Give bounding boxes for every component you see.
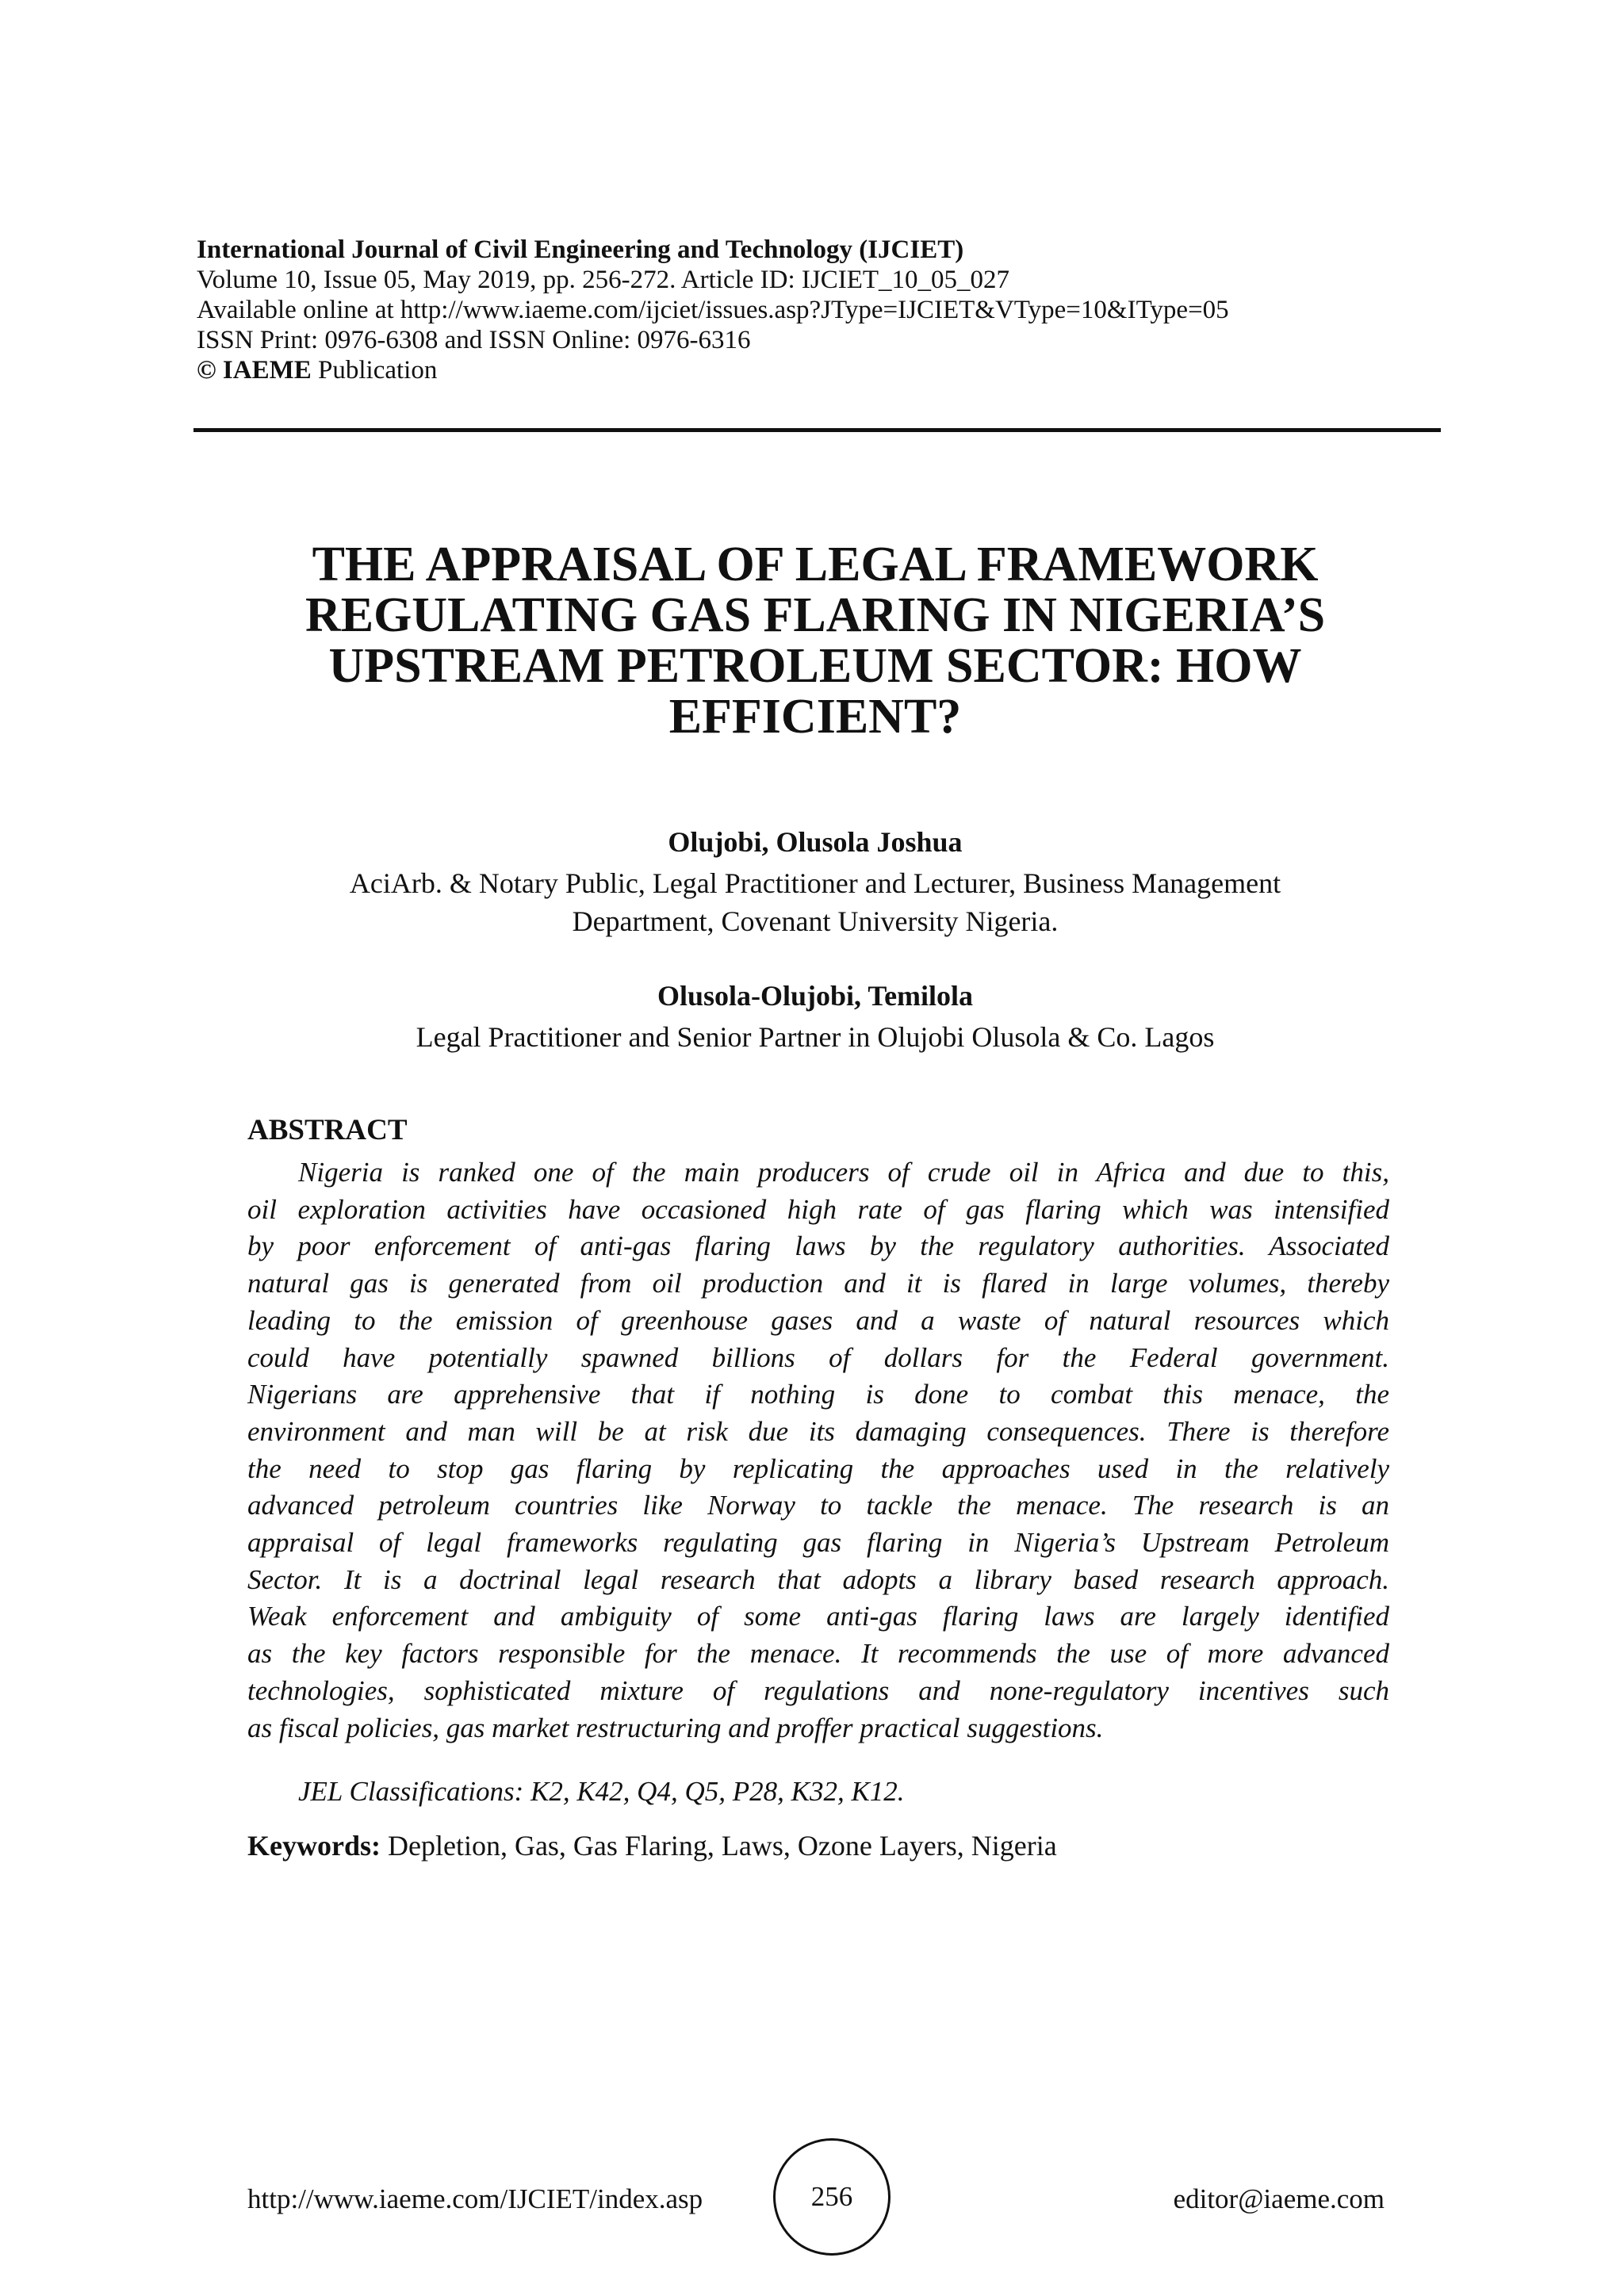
volume-issue-line: Volume 10, Issue 05, May 2019, pp. 256-272. Article ID: IJCIET_10_05_027: [197, 266, 1010, 294]
abstract-line: appraisal of legal frameworks regulating gas flaring in Nigeria’s Upstream Petroleum: [247, 1527, 1389, 1559]
affiliation-line: Department, Covenant University Nigeria.: [572, 905, 1059, 937]
footer-journal-link[interactable]: http://www.iaeme.com/IJCIET/index.asp: [247, 2183, 703, 2214]
title-line: THE APPRAISAL OF LEGAL FRAMEWORK: [312, 538, 1319, 591]
abstract-line: leading to the emission of greenhouse gases and a waste of natural resources which: [247, 1304, 1389, 1336]
paper-title: [197, 539, 1434, 742]
abstract-line: technologies, sophisticated mixture of regulations and none-regulatory incentives such: [247, 1674, 1389, 1706]
abstract-line: advanced petroleum countries like Norway to tackle the menace. The research is an: [247, 1490, 1389, 1521]
page-number: 256: [773, 2138, 891, 2256]
author-name: Olujobi, Olusola Joshua: [668, 826, 963, 858]
author-affiliation: [197, 1018, 1434, 1056]
header-divider: [193, 428, 1441, 432]
author-block-2: [197, 978, 1434, 1056]
author-name: Olusola-Olujobi, Temilola: [657, 980, 974, 1012]
publisher-brand: IAEME: [222, 356, 312, 385]
copyright-line: [197, 355, 1434, 385]
jel-classifications: JEL Classifications: K2, K42, Q4, Q5, P28, K32, K12.: [298, 1776, 905, 1807]
journal-header: [197, 235, 1434, 385]
title-line: UPSTREAM PETROLEUM SECTOR: HOW: [328, 639, 1302, 693]
abstract-heading: ABSTRACT: [247, 1114, 408, 1146]
abstract-line: Nigerians are apprehensive that if nothing is done to combat this menace, the: [247, 1379, 1389, 1410]
keywords: [247, 1828, 1057, 1863]
affiliation-line: AciArb. & Notary Public, Legal Practitioner and Lecturer, Business Management: [349, 867, 1281, 899]
abstract-line: as fiscal policies, gas market restructuring and proffer practical suggestions.: [247, 1712, 1104, 1743]
abstract-line: could have potentially spawned billions of dollars for the Federal government.: [247, 1341, 1389, 1373]
title-line: REGULATING GAS FLARING IN NIGERIA’S: [304, 588, 1326, 642]
footer-email-link[interactable]: editor@iaeme.com: [1173, 2183, 1385, 2214]
copyright-symbol: ©: [197, 356, 216, 385]
author-affiliation: [197, 864, 1434, 940]
abstract-body: [247, 1154, 1389, 1747]
issn-line: ISSN Print: 0976-6308 and ISSN Online: 0976-6316: [197, 326, 751, 354]
publisher-suffix: Publication: [318, 356, 438, 385]
abstract-line: the need to stop gas flaring by replicating the approaches used in the relatively: [247, 1452, 1389, 1484]
author-block-1: [197, 825, 1434, 940]
abstract-line: Sector. It is a doctrinal legal research that adopts a library based research approach.: [247, 1563, 1389, 1595]
online-availability-line: Available online at http://www.iaeme.com/ijciet/issues.asp?JType=IJCIET&VType=10&IType=05: [197, 296, 1229, 324]
abstract-line: environment and man will be at risk due its damaging consequences. There is therefore: [247, 1415, 1389, 1447]
affiliation-line: Legal Practitioner and Senior Partner in Olujobi Olusola & Co. Lagos: [416, 1021, 1215, 1053]
abstract-line: natural gas is generated from oil production and it is flared in large volumes, thereby: [247, 1268, 1389, 1299]
keywords-value: Depletion, Gas, Gas Flaring, Laws, Ozone Layers, Nigeria: [387, 1830, 1057, 1862]
keywords-label: Keywords:: [247, 1830, 381, 1862]
abstract-line: as the key factors responsible for the menace. It recommends the use of more advanced: [247, 1638, 1389, 1670]
journal-name: International Journal of Civil Engineering and Technology (IJCIET): [197, 235, 964, 264]
abstract-line: Nigeria is ranked one of the main producers of crude oil in Africa and due to this,: [298, 1157, 1389, 1188]
abstract-line: Weak enforcement and ambiguity of some anti-gas flaring laws are largely identified: [247, 1601, 1389, 1632]
abstract-line: by poor enforcement of anti-gas flaring laws by the regulatory authorities. Associated: [247, 1230, 1389, 1262]
title-line: EFFICIENT?: [668, 690, 962, 744]
abstract-line: oil exploration activities have occasioned high rate of gas flaring which was intensified: [247, 1193, 1389, 1225]
